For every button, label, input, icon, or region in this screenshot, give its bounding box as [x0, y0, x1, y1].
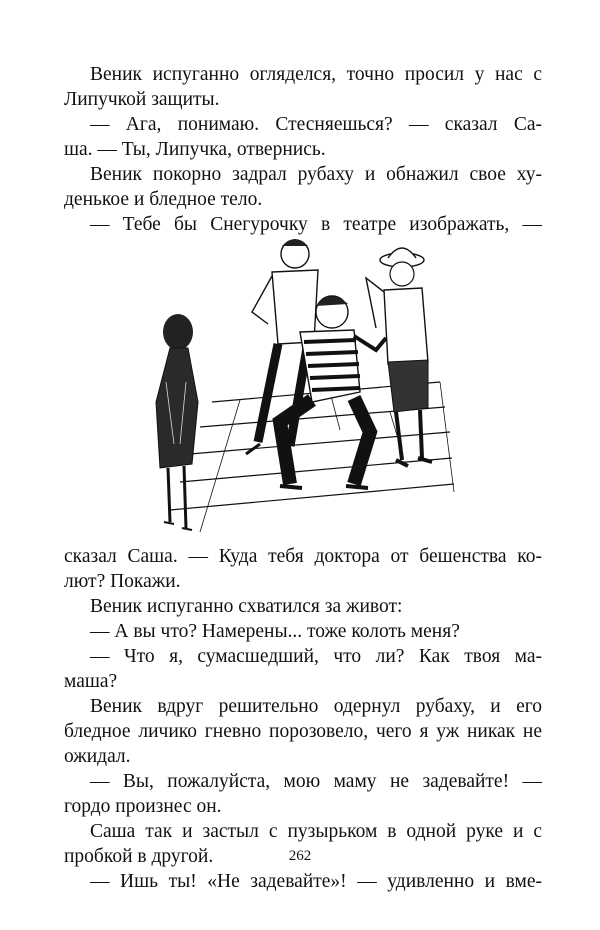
text-line: лют? Покажи. [64, 571, 181, 592]
text-line: — Ишь ты! «Не задевайте»! — удивленно и вме- [90, 871, 542, 892]
text-line: бледное личико гневно порозовело, чего я уж никак не [64, 721, 542, 742]
text-line: ша. — Ты, Липучка, отвернись. [64, 139, 326, 160]
text-line: маша? [64, 671, 118, 692]
page-number: 262 [288, 848, 312, 864]
text-line: ожидал. [64, 746, 131, 767]
text-line: — Что я, сумасшедший, что ли? Как твоя ма- [90, 646, 542, 667]
text-line: сказал Саша. — Куда тебя доктора от бешенства ко- [64, 546, 542, 567]
text-line: Веник испуганно схватился за живот: [90, 596, 403, 617]
text-line: гордо произнес он. [64, 796, 222, 817]
text-block-top [64, 62, 542, 237]
girl-figure [156, 314, 198, 530]
text-line: — Вы, пожалуйста, мою маму не задевайте! — [90, 771, 542, 792]
text-line: Веник испуганно огляделся, точно просил у нас с [90, 64, 542, 85]
text-line: Саша так и застыл с пузырьком в одной руке и с [90, 821, 542, 842]
text-line: денькое и бледное тело. [64, 189, 263, 210]
text-line: Липучкой защиты. [64, 89, 220, 110]
text-line: Веник вдруг решительно одернул рубаху, и его [90, 696, 542, 717]
text-line: пробкой в другой. [64, 846, 214, 867]
text-line: — Тебе бы Снегурочку в театре изображать, — [90, 214, 542, 235]
text-block-bottom [64, 544, 542, 894]
text-line: — А вы что? Намерены... тоже колоть меня? [90, 621, 460, 642]
text-line: — Ага, понимаю. Стесняешься? — сказал Са- [90, 114, 542, 135]
text-line: Веник покорно задрал рубаху и обнажил свое ху- [90, 164, 542, 185]
illustration [140, 232, 460, 537]
